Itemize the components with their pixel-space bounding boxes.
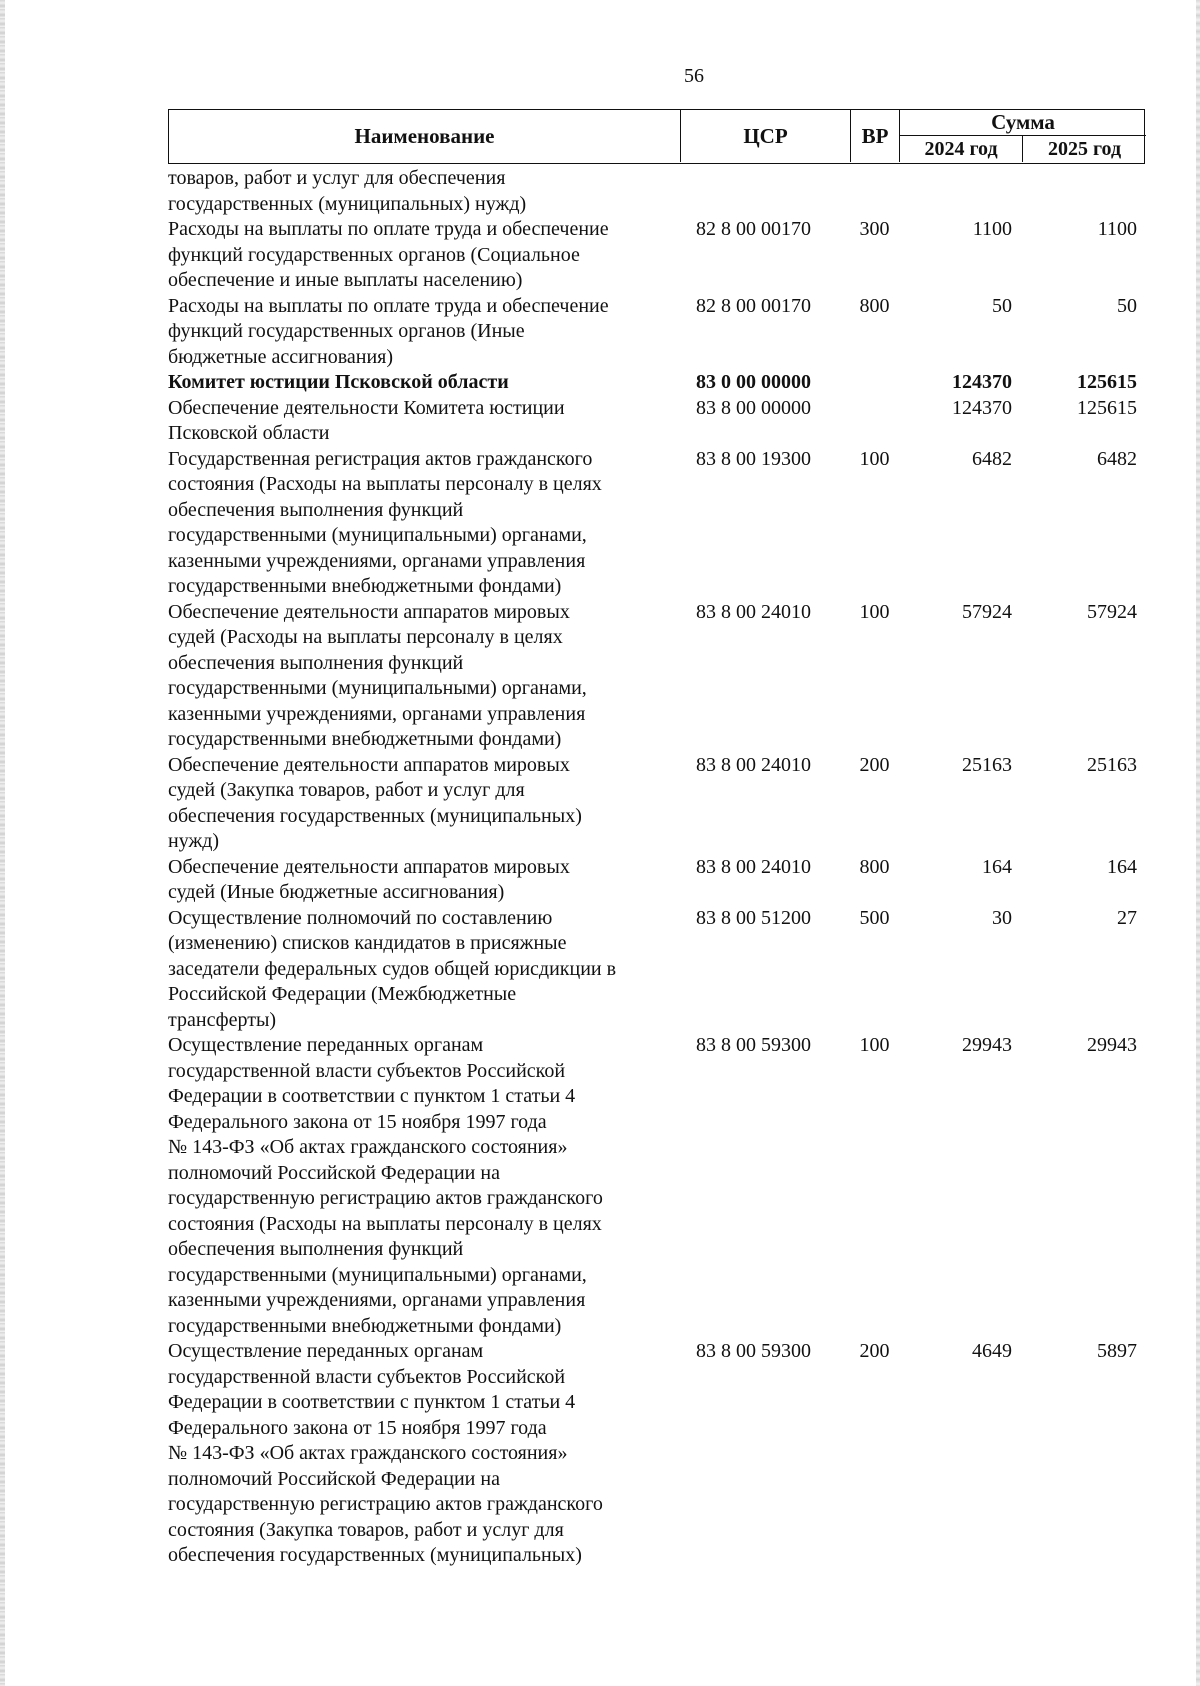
cell-2025: 50 <box>1117 294 1137 317</box>
cell-name: Комитет юстиции Псковской области <box>168 371 509 393</box>
cell-vr: 100 <box>859 447 890 470</box>
table-row <box>168 396 1145 447</box>
cell-vr: 800 <box>859 294 890 317</box>
cell-name: товаров, работ и услуг для обеспечения государственных (муниципальных) нужд) <box>168 167 527 215</box>
column-header-sum-group <box>900 110 1146 162</box>
cell-name: Обеспечение деятельности аппаратов мировых судей (Расходы на выплаты персоналу в целях обеспечения выполнения функций государственными (муниципальными) органами, казенными учреждениями, органами управления государственными внебюджетными фондами) <box>168 600 587 750</box>
cell-2025: 164 <box>1107 855 1137 878</box>
table-body <box>168 166 1145 1569</box>
cell-name: Осуществление полномочий по составлению (изменению) списков кандидатов в присяжные заседатели федеральных судов общей юрисдикции в Российской Федерации (Межбюджетные трансферты) <box>168 906 617 1031</box>
column-header-year-2024: 2024 год <box>900 136 1023 162</box>
table-row <box>168 1339 1145 1569</box>
cell-2025: 1100 <box>1097 218 1137 240</box>
cell-2024: 57924 <box>962 600 1012 623</box>
cell-name: Обеспечение деятельности аппаратов мировых судей (Закупка товаров, работ и услуг для обеспечения государственных (муниципальных) нужд) <box>168 753 582 852</box>
table-row <box>168 753 1145 855</box>
table-row <box>168 1033 1145 1339</box>
table-row <box>168 906 1145 1034</box>
scan-edge-right <box>1196 0 1200 1686</box>
cell-2025: 5897 <box>1097 1340 1137 1362</box>
table-row <box>168 447 1145 600</box>
cell-2024: 1100 <box>972 218 1012 240</box>
cell-name: Расходы на выплаты по оплате труда и обеспечение функций государственных органов (Иные бюджетные ассигнования) <box>168 294 609 368</box>
cell-csr: 82 8 00 00170 <box>696 294 811 317</box>
cell-name: Обеспечение деятельности аппаратов мировых судей (Иные бюджетные ассигнования) <box>168 855 570 903</box>
table-row <box>168 217 1145 294</box>
cell-vr: 100 <box>859 1034 890 1056</box>
cell-2024: 164 <box>982 855 1012 878</box>
cell-name: Осуществление переданных органам государственной власти субъектов Российской Федерации в соответствии с пунктом 1 статьи 4 Федерального закона от 15 ноября 1997 года № 143-ФЗ «Об актах гражданского состояния» полномочий Российской Федерации на государственную регистрацию актов гражданского состояния (Расходы на выплаты персоналу в целях обеспечения выполнения функций государственными (муниципальными) органами, казенными учреждениями, органами управления государственными внебюджетными фондами) <box>168 1034 603 1337</box>
table-row <box>168 855 1145 906</box>
cell-vr: 200 <box>859 753 890 776</box>
cell-2025: 25163 <box>1087 753 1137 776</box>
cell-2025: 125615 <box>1077 371 1137 393</box>
cell-vr: 500 <box>859 906 890 929</box>
cell-csr: 83 8 00 59300 <box>696 1034 811 1056</box>
table-row <box>168 600 1145 753</box>
column-header-year-2025: 2025 год <box>1047 137 1122 160</box>
cell-csr: 83 8 00 19300 <box>696 447 811 470</box>
cell-2024: 25163 <box>962 753 1012 776</box>
cell-name: Государственная регистрация актов гражданского состояния (Расходы на выплаты персоналу в целях обеспечения выполнения функций государственными (муниципальными) органами, казенными учреждениями, органами управления государственными внебюджетными фондами) <box>168 447 602 597</box>
cell-2024: 4649 <box>972 1340 1012 1362</box>
cell-2024: 29943 <box>962 1034 1012 1056</box>
cell-2024: 30 <box>992 906 1012 929</box>
scan-edge-left <box>0 0 5 1686</box>
cell-vr: 300 <box>859 218 890 240</box>
column-header-csr: ЦСР <box>681 110 851 162</box>
column-header-sum: Сумма <box>900 110 1146 136</box>
table-row <box>168 370 1145 396</box>
column-header-vr: ВР <box>851 110 900 162</box>
cell-2025: 57924 <box>1087 600 1137 623</box>
cell-csr: 83 8 00 59300 <box>696 1340 811 1362</box>
table-row <box>168 166 1145 217</box>
cell-name: Осуществление переданных органам государственной власти субъектов Российской Федерации в соответствии с пунктом 1 статьи 4 Федерального закона от 15 ноября 1997 года № 143-ФЗ «Об актах гражданского состояния» полномочий Российской Федерации на государственную регистрацию актов гражданского состояния (Закупка товаров, работ и услуг для обеспечения государственных (муниципальных) <box>168 1340 603 1566</box>
table-header <box>168 109 1145 164</box>
table-row <box>168 294 1145 371</box>
cell-2025: 6482 <box>1097 447 1137 470</box>
cell-vr: 200 <box>859 1340 890 1362</box>
cell-name: Обеспечение деятельности Комитета юстиции Псковской области <box>168 396 565 444</box>
cell-csr: 82 8 00 00170 <box>696 218 811 240</box>
cell-csr: 83 0 00 00000 <box>696 371 811 393</box>
cell-2024: 124370 <box>952 396 1012 419</box>
cell-2024: 50 <box>992 294 1012 317</box>
column-header-name: Наименование <box>169 110 681 162</box>
cell-2025: 125615 <box>1077 396 1137 419</box>
cell-2025: 27 <box>1117 906 1137 929</box>
cell-2024: 6482 <box>972 447 1012 470</box>
cell-csr: 83 8 00 24010 <box>696 855 811 878</box>
cell-vr: 100 <box>859 600 890 623</box>
cell-name: Расходы на выплаты по оплате труда и обеспечение функций государственных органов (Социальное обеспечение и иные выплаты населению) <box>168 218 609 291</box>
cell-csr: 83 8 00 24010 <box>696 753 811 776</box>
cell-2024: 124370 <box>952 371 1012 393</box>
cell-2025: 29943 <box>1087 1034 1137 1056</box>
cell-csr: 83 8 00 00000 <box>696 396 811 419</box>
cell-csr: 83 8 00 51200 <box>696 906 811 929</box>
page-number: 56 <box>684 65 704 87</box>
cell-vr: 800 <box>859 855 890 878</box>
cell-csr: 83 8 00 24010 <box>696 600 811 623</box>
